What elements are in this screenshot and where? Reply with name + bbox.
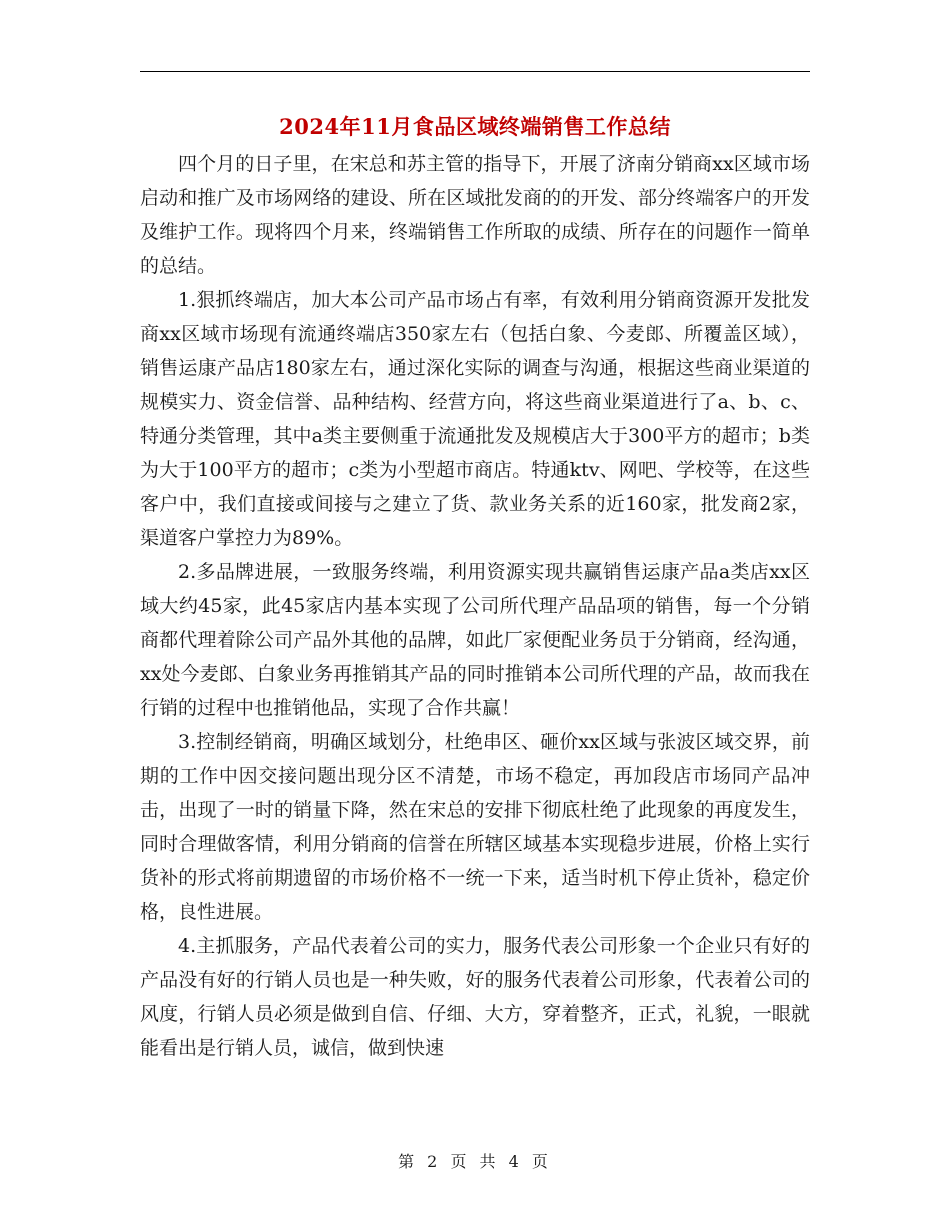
paragraph-item-2: 2.多品牌进展，一致服务终端，利用资源实现共赢销售运康产品a类店xx区域大约45家，此45家店内基本实现了公司所代理产品品项的销售，每一个分销商都代理着除公司产品外其他的品牌，如此厂家便配业务员于分销商，经沟通，xx处今麦郎、白象业务再推销其产品的同时推销本公司所代理的产品，故而我在行销的过程中也推销他品，实现了合作共赢！ [140,561,810,719]
paragraph-intro: 四个月的日子里，在宋总和苏主管的指导下，开展了济南分销商xx区域市场启动和推广及市场网络的建设、所在区域批发商的的开发、部分终端客户的开发及维护工作。现将四个月来，终端销售工作所取的成绩、所存在的问题作一简单的总结。 [140,153,810,277]
document-body [140,147,810,1065]
paragraph-item-1: 1.狠抓终端店，加大本公司产品市场占有率，有效利用分销商资源开发批发商xx区域市场现有流通终端店350家左右（包括白象、今麦郎、所覆盖区域），销售运康产品店180家左右，通过深化实际的调查与沟通，根据这些商业渠道的规模实力、资金信誉、品种结构、经营方向，将这些商业渠道进行了a、b、c、特通分类管理，其中a类主要侧重于流通批发及规模店大于300平方的超市；b类为大于100平方的超市；c类为小型超市商店。特通ktv、网吧、学校等，在这些客户中，我们直接或间接与之建立了货、款业务关系的近160家，批发商2家，渠道客户掌控力为89%。 [140,289,810,549]
document-title: 2024年11月食品区域终端销售工作总结 [279,114,671,139]
paragraph-item-3: 3.控制经销商，明确区域划分，杜绝串区、砸价xx区域与张波区域交界，前期的工作中因交接问题出现分区不清楚，市场不稳定，再加段店市场同产品冲击，出现了一时的销量下降，然在宋总的安排下彻底杜绝了此现象的再度发生，同时合理做客情，利用分销商的信誉在所辖区域基本实现稳步进展，价格上实行货补的形式将前期遗留的市场价格不一统一下来，适当时机下停止货补，稳定价格，良性进展。 [140,731,810,923]
paragraph-item-4: 4.主抓服务，产品代表着公司的实力，服务代表公司形象一个企业只有好的产品没有好的行销人员也是一种失败，好的服务代表着公司形象，代表着公司的风度，行销人员必须是做到自信、仔细、大方，穿着整齐，正式，礼貌，一眼就能看出是行销人员，诚信，做到快速 [140,935,810,1059]
page-number-footer: 第 2 页 共 4 页 [398,1152,552,1171]
header-rule [140,71,810,72]
